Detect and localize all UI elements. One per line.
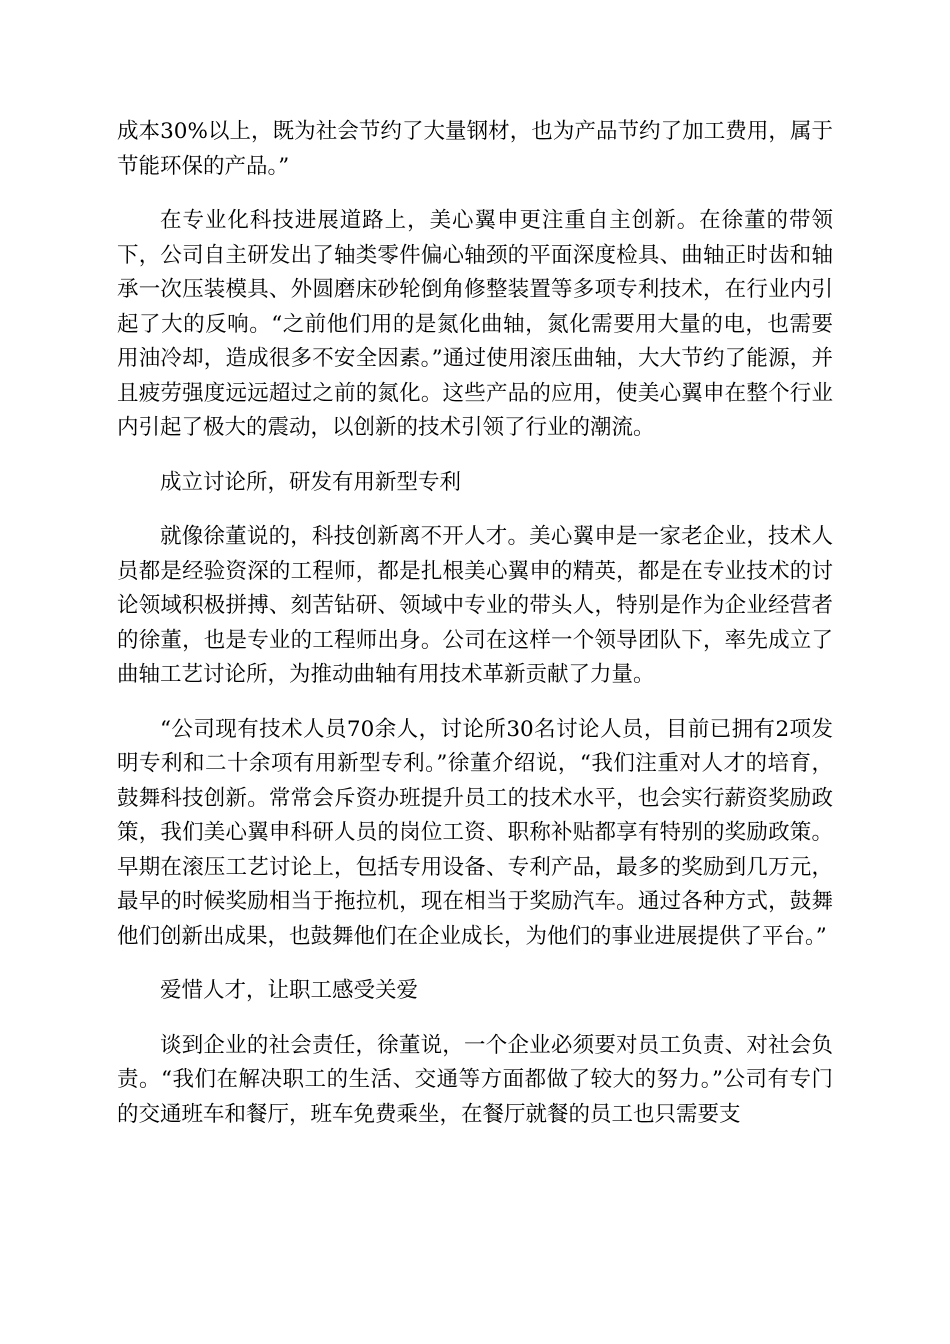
- document-body: [117, 115, 833, 1132]
- paragraph-continuation: 成本30%以上，既为社会节约了大量钢材，也为产品节约了加工费用，属于节能环保的产品。”: [117, 119, 833, 179]
- paragraph-quote-patents: “公司现有技术人员70余人，讨论所30名讨论人员，目前已拥有2项发明专利和二十余项有用新型专利。”徐董介绍说，“我们注重对人才的培育，鼓舞科技创新。常常会斥资办班提升员工的技术水平，也会实行薪资奖励政策，我们美心翼申科研人员的岗位工资、职称补贴都享有特别的奖励政策。早期在滚压工艺讨论上，包括专用设备、专利产品，最多的奖励到几万元，最早的时候奖励相当于拖拉机，现在相当于奖励汽车。通过各种方式，鼓舞他们创新出成果，也鼓舞他们在企业成长，为他们的事业进展提供了平台。”: [117, 716, 833, 949]
- section-heading-research: 成立讨论所，研发有用新型专利: [160, 469, 462, 495]
- paragraph-innovation: 在专业化科技进展道路上，美心翼申更注重自主创新。在徐董的带领下，公司自主研发出了轴类零件偏心轴颈的平面深度检具、曲轴正时齿和轴承一次压装模具、外圆磨床砂轮倒角修整装置等多项专利技术，在行业内引起了大的反响。“之前他们用的是氮化曲轴，氮化需要用大量的电，也需要用油冷却，造成很多不安全因素。”通过使用滚压曲轴，大大节约了能源，并且疲劳强度远远超过之前的氮化。这些产品的应用，使美心翼申在整个行业内引起了极大的震动，以创新的技术引领了行业的潮流。: [117, 208, 833, 440]
- section-heading-care: 爱惜人才，让职工感受关爱: [160, 978, 419, 1003]
- paragraph-responsibility: 谈到企业的社会责任，徐董说，一个企业必须要对员工负责、对社会负责。“我们在解决职工的生活、交通等方面都做了较大的努力。”公司有专门的交通班车和餐厅，班车免费乘坐，在餐厅就餐的员工也只需要支: [117, 1032, 833, 1127]
- paragraph-talent: 就像徐董说的，科技创新离不开人才。美心翼申是一家老企业，技术人员都是经验资深的工程师，都是扎根美心翼申的精英，都是在专业技术的讨论领域积极拼搏、刻苦钻研、领域中专业的带头人，特别是作为企业经营者的徐董，也是专业的工程师出身。公司在这样一个领导团队下，率先成立了曲轴工艺讨论所，为推动曲轴有用技术革新贡献了力量。: [117, 524, 833, 687]
